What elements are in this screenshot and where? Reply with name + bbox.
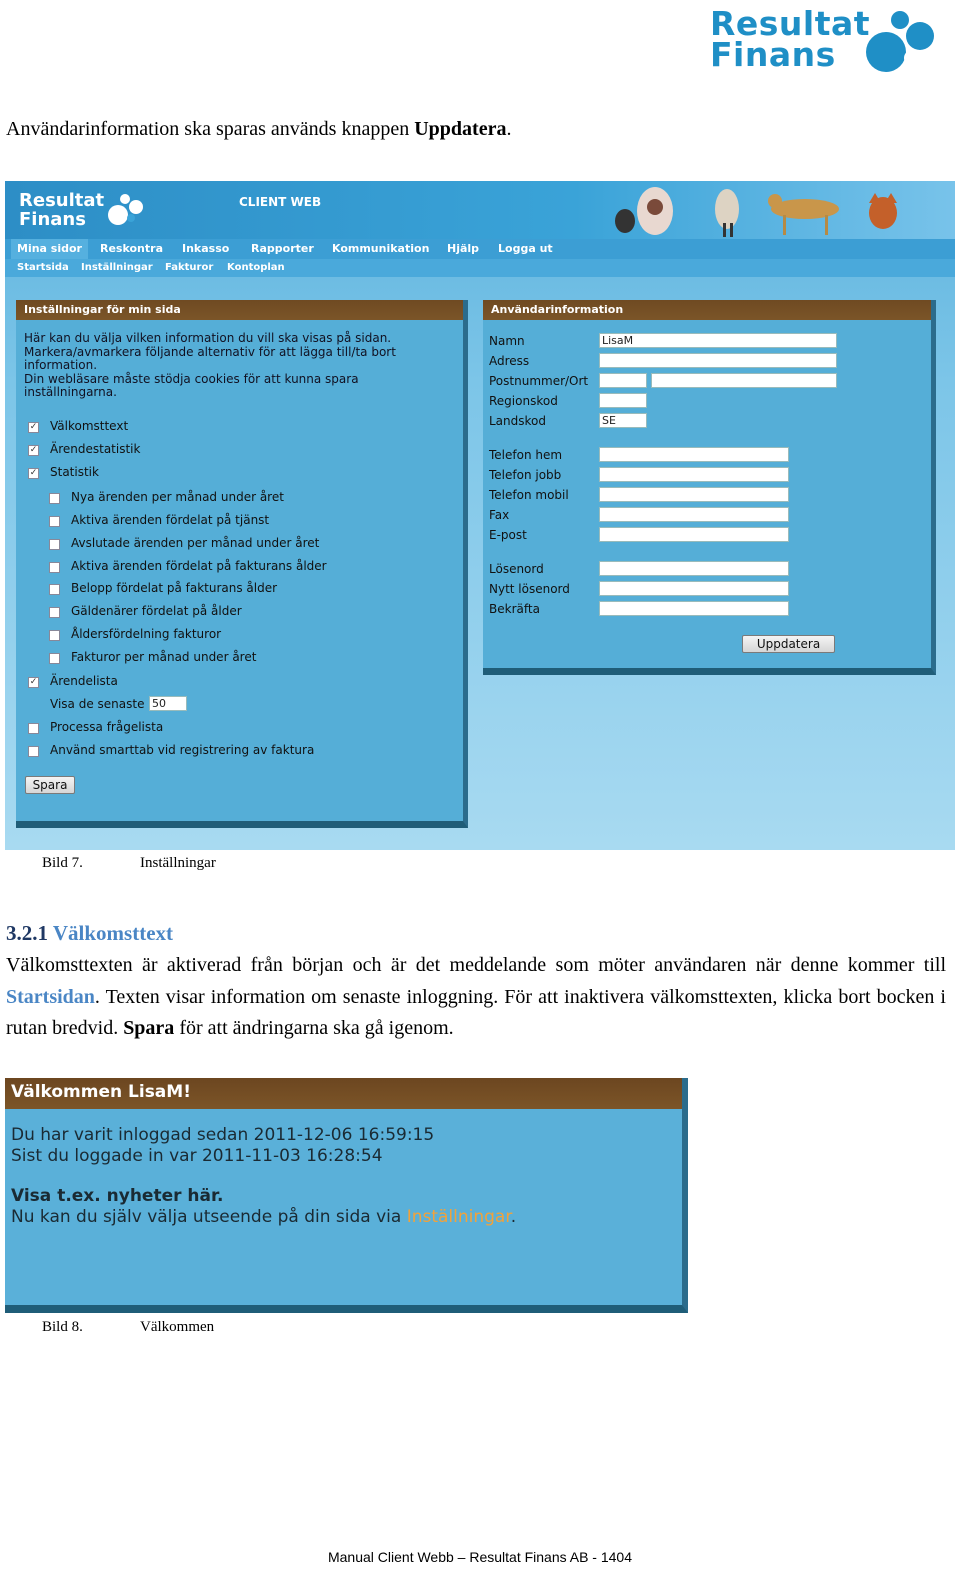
settings-panel bbox=[16, 300, 468, 828]
menu-logga-ut[interactable]: Logga ut bbox=[498, 242, 553, 255]
phone-work-input[interactable] bbox=[599, 467, 789, 482]
app-header bbox=[5, 181, 955, 239]
submenu-fakturor[interactable]: Fakturor bbox=[165, 262, 214, 273]
option-label: Gäldenärer fördelat på ålder bbox=[71, 604, 242, 618]
country-input[interactable]: SE bbox=[599, 413, 647, 428]
settings-screenshot bbox=[5, 181, 955, 850]
checkbox-smarttab[interactable] bbox=[28, 746, 39, 757]
checkbox-nya-arenden[interactable] bbox=[49, 493, 60, 504]
email-input[interactable] bbox=[599, 527, 789, 542]
installningar-link[interactable]: Inställningar bbox=[406, 1207, 511, 1227]
confirm-label: Bekräfta bbox=[489, 602, 540, 616]
logo-text: Resultat Finans bbox=[710, 4, 871, 74]
option-label: Fakturor per månad under året bbox=[71, 650, 257, 664]
new-password-input[interactable] bbox=[599, 581, 789, 596]
logo-dots-icon bbox=[860, 10, 940, 76]
country-label: Landskod bbox=[489, 414, 546, 428]
checkbox-processa[interactable] bbox=[28, 723, 39, 734]
update-button[interactable]: Uppdatera bbox=[742, 635, 835, 653]
option-label: Belopp fördelat på fakturans ålder bbox=[71, 581, 278, 595]
name-label: Namn bbox=[489, 334, 525, 348]
checkbox-aktiva-alder[interactable] bbox=[49, 562, 60, 573]
option-label: Nya ärenden per månad under året bbox=[71, 490, 284, 504]
main-menu bbox=[5, 239, 955, 259]
submenu-kontoplan[interactable]: Kontoplan bbox=[227, 262, 285, 273]
checkbox-belopp[interactable] bbox=[49, 584, 60, 595]
option-label: Aktiva ärenden fördelat på tjänst bbox=[71, 513, 270, 527]
welcome-screenshot bbox=[5, 1078, 688, 1313]
welcome-title: Välkommen LisaM! bbox=[5, 1078, 682, 1109]
address-input[interactable] bbox=[599, 353, 837, 368]
menu-inkasso[interactable]: Inkasso bbox=[182, 242, 230, 255]
resultat-finans-logo bbox=[710, 4, 940, 76]
fax-label: Fax bbox=[489, 508, 510, 522]
email-label: E-post bbox=[489, 528, 527, 542]
section-paragraph: Välkomsttexten är aktiverad från början och är det meddelande som möter användaren när denne kommer till Startsidan. Texten visar information om senaste inloggning. För att inaktivera välkomsttexten, klicka bort bocken i rutan bredvid. Spara för att ändringarna ska gå igenom. bbox=[6, 954, 946, 1039]
option-label: Statistik bbox=[50, 465, 99, 479]
option-label: Ärendestatistik bbox=[50, 442, 141, 456]
settings-intro: Här kan du välja vilken information du vill ska visas på sidan. Markera/avmarkera följande alternativ för att lägga till/ta bort information. Din webläsare måste stödja cookies för att kunna spara inställningarna. bbox=[24, 331, 396, 399]
section-heading: 3.2.1 Välkomsttext bbox=[6, 921, 174, 945]
welcome-line: Du har varit inloggad sedan 2011-12-06 16:59:15 bbox=[11, 1125, 435, 1145]
figure-caption: Bild 8. Välkommen bbox=[42, 1319, 215, 1335]
welcome-line: Nu kan du själv välja utseende på din sida via Inställningar. bbox=[11, 1207, 517, 1227]
option-label: Använd smarttab vid registrering av faktura bbox=[50, 743, 315, 757]
show-latest-label: Visa de senaste bbox=[50, 697, 145, 711]
app-title: CLIENT WEB bbox=[239, 195, 322, 209]
new-password-label: Nytt lösenord bbox=[489, 582, 570, 596]
phone-mobile-input[interactable] bbox=[599, 487, 789, 502]
settings-panel-title: Inställningar för min sida bbox=[16, 300, 463, 320]
option-label: Ärendelista bbox=[50, 674, 118, 688]
userinfo-panel bbox=[483, 300, 936, 675]
welcome-line: Visa t.ex. nyheter här. bbox=[11, 1186, 224, 1206]
menu-reskontra[interactable]: Reskontra bbox=[100, 242, 163, 255]
menu-kommunikation[interactable]: Kommunikation bbox=[332, 242, 430, 255]
region-label: Regionskod bbox=[489, 394, 558, 408]
welcome-line: Sist du loggade in var 2011-11-03 16:28:54 bbox=[11, 1146, 383, 1166]
region-input[interactable] bbox=[599, 393, 647, 408]
option-label: Aktiva ärenden fördelat på fakturans ålder bbox=[71, 559, 327, 573]
animals-banner-icon bbox=[605, 183, 945, 239]
checkbox-statistik[interactable]: ✓ bbox=[29, 468, 38, 478]
option-label: Välkomsttext bbox=[50, 419, 129, 433]
menu-hjalp[interactable]: Hjälp bbox=[447, 242, 480, 255]
startsidan-link[interactable]: Startsidan bbox=[6, 985, 95, 1008]
checkbox-valkomsttext[interactable]: ✓ bbox=[29, 422, 38, 432]
fax-input[interactable] bbox=[599, 507, 789, 522]
phone-mobile-label: Telefon mobil bbox=[489, 488, 569, 502]
intro-paragraph: Användarinformation ska sparas används knappen Uppdatera. bbox=[6, 118, 512, 140]
sub-menu bbox=[5, 259, 955, 277]
checkbox-galdenarer[interactable] bbox=[49, 607, 60, 618]
phone-home-input[interactable] bbox=[599, 447, 789, 462]
checkbox-fakturor-manad[interactable] bbox=[49, 653, 60, 664]
name-input[interactable]: LisaM bbox=[599, 333, 837, 348]
checkbox-aktiva-tjanst[interactable] bbox=[49, 516, 60, 527]
checkbox-arendestatistik[interactable]: ✓ bbox=[29, 445, 38, 455]
phone-work-label: Telefon jobb bbox=[489, 468, 562, 482]
save-button[interactable]: Spara bbox=[25, 776, 75, 794]
figure-caption: Bild 7. Inställningar bbox=[42, 855, 216, 871]
submenu-startsida[interactable]: Startsida bbox=[17, 262, 69, 273]
address-label: Adress bbox=[489, 354, 530, 368]
menu-mina-sidor[interactable]: Mina sidor bbox=[11, 239, 88, 259]
password-input[interactable] bbox=[599, 561, 789, 576]
checkbox-arendelista[interactable]: ✓ bbox=[29, 677, 38, 687]
option-label: Åldersfördelning fakturor bbox=[71, 627, 222, 641]
menu-rapporter[interactable]: Rapporter bbox=[251, 242, 314, 255]
city-input[interactable] bbox=[651, 373, 837, 388]
show-latest-input[interactable]: 50 bbox=[149, 696, 187, 711]
page-footer: Manual Client Webb – Resultat Finans AB - 1404 bbox=[327, 1549, 633, 1565]
option-label: Avslutade ärenden per månad under året bbox=[71, 536, 320, 550]
submenu-installningar[interactable]: Inställningar bbox=[81, 262, 153, 273]
confirm-password-input[interactable] bbox=[599, 601, 789, 616]
postal-label: Postnummer/Ort bbox=[489, 374, 589, 388]
app-logo-dots-icon bbox=[105, 193, 145, 227]
postal-code-input[interactable] bbox=[599, 373, 647, 388]
app-logo: Resultat Finans bbox=[19, 190, 105, 230]
userinfo-panel-title: Användarinformation bbox=[483, 300, 931, 320]
checkbox-avslutade[interactable] bbox=[49, 539, 60, 550]
option-label: Processa frågelista bbox=[50, 720, 164, 734]
checkbox-aldersfordelning[interactable] bbox=[49, 630, 60, 641]
password-label: Lösenord bbox=[489, 562, 544, 576]
phone-home-label: Telefon hem bbox=[489, 448, 563, 462]
